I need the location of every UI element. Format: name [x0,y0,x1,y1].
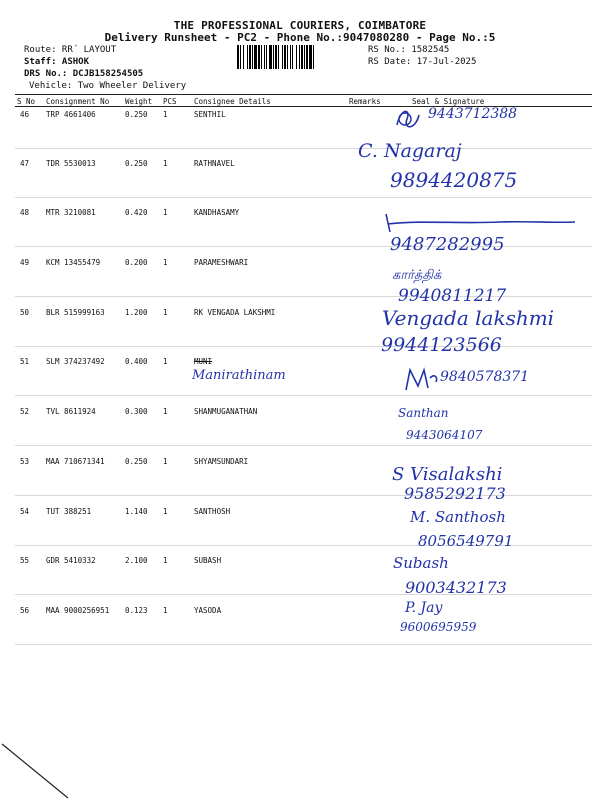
row-weight: 0.250 [125,110,148,119]
row-pcs: 1 [163,308,168,317]
row-pcs: 1 [163,159,168,168]
row-separator [15,197,592,198]
signature-name-53: S Visalakshi [392,464,503,485]
row-sno: 52 [20,407,30,416]
col-consignee: Consignee Details [194,97,271,106]
row-sno: 50 [20,308,30,317]
signature-name-56: P. Jay [405,600,443,616]
row-weight: 0.400 [125,357,148,366]
company-title: THE PROFESSIONAL COURIERS, COIMBATORE [173,19,427,32]
signature-phone-52: 9443064107 [406,428,483,442]
row-consignee: SUBASH [194,556,222,565]
rs-number: RS No.: 1582545 [368,45,450,55]
row-consignee: SANTHOSH [194,507,231,516]
row-sno: 47 [20,159,30,168]
row-consignee: SHYAMSUNDARI [194,457,249,466]
signature-phone-54: 8056549791 [418,532,514,550]
row-sno: 53 [20,457,30,466]
signature-scribble-46 [393,105,423,135]
row-pcs: 1 [163,407,168,416]
row-weight: 0.250 [125,159,148,168]
row-consignee: SENTHIL [194,110,226,119]
route-field: Route: RR´ LAYOUT [24,45,117,55]
signature-name-54: M. Santhosh [410,508,506,526]
row-pcs: 1 [163,457,168,466]
signature-phone-51: 9840578371 [440,369,530,385]
staff-field: Staff: ASHOK [24,57,90,67]
rs-date: RS Date: 17-Jul-2025 [368,57,477,67]
row-weight: 1.200 [125,308,148,317]
col-pcs: PCS [163,97,177,106]
row-separator [15,445,592,446]
row-pcs: 1 [163,556,168,565]
signature-phone-48: 9487282995 [390,234,505,255]
row-separator [15,148,592,149]
signature-phone-55: 9003432173 [405,578,507,597]
row-consignee: PARAMESHWARI [194,258,249,267]
row-sno: 51 [20,357,30,366]
row-separator [15,395,592,396]
signature-phone-50: 9944123566 [381,334,502,356]
runsheet-subtitle: Delivery Runsheet - PC2 - Phone No.:9047080280 - Page No.:5 [104,31,496,44]
signature-scribble-51 [402,364,442,394]
col-consignment: Consignment No [46,97,110,106]
consignee-correction-51: Manirathinam [192,368,286,383]
col-remarks: Remarks [349,97,381,106]
signature-name-49: கார்த்திக் [392,268,442,283]
row-consignment-no: SLM 374237492 [46,357,105,366]
row-weight: 2.100 [125,556,148,565]
row-consignment-no: MTR 3210081 [46,208,96,217]
row-sno: 46 [20,110,30,119]
row-sno: 55 [20,556,30,565]
row-consignment-no: KCM 13455479 [46,258,101,267]
row-consignee: RATHNAVEL [194,159,235,168]
signature-name-52: Santhan [398,406,449,420]
barcode-image [237,45,363,69]
vehicle-field: Vehicle: Two Wheeler Delivery [29,81,187,91]
signature-name-50: Vengada lakshmi [382,306,555,330]
signature-name-55: Subash [393,554,449,572]
signature-phone-47: 9894420875 [390,168,518,192]
row-weight: 0.250 [125,457,148,466]
row-consignment-no: TVL 8611924 [46,407,96,416]
row-consignee: KANDHASAMY [194,208,240,217]
row-consignee: YASODA [194,606,222,615]
row-consignment-no: BLR 515999163 [46,308,105,317]
row-pcs: 1 [163,110,168,119]
signature-name-46: C. Nagaraj [358,140,462,162]
row-consignee: RK VENGADA LAKSHMI [194,308,276,317]
row-separator [15,346,592,347]
row-weight: 0.300 [125,407,148,416]
signature-phone-56: 9600695959 [400,620,477,634]
row-consignment-no: TDR 5530013 [46,159,96,168]
row-weight: 0.123 [125,606,148,615]
row-consignment-no: MAA 9000256951 [46,606,110,615]
row-sno: 56 [20,606,30,615]
col-sno: S No [17,97,36,106]
row-pcs: 1 [163,507,168,516]
row-pcs: 1 [163,208,168,217]
row-weight: 0.200 [125,258,148,267]
table-top-rule [15,94,592,95]
drs-number: DRS No.: DCJB158254505 [24,69,144,79]
row-sno: 48 [20,208,30,217]
col-seal-signature: Seal & Signature [412,97,485,106]
row-separator [15,644,592,645]
row-sno: 54 [20,507,30,516]
signature-phone-46: 9443712388 [428,106,518,122]
signature-phone-49: 9940811217 [398,286,507,306]
row-consignment-no: TRP 4661406 [46,110,96,119]
row-pcs: 1 [163,258,168,267]
row-consignee: SHANMUGANATHAN [194,407,258,416]
row-weight: 1.140 [125,507,148,516]
row-separator [15,246,592,247]
row-consignee: MUNI [194,357,213,366]
row-consignment-no: GDR 5410332 [46,556,96,565]
stray-pen-line [0,740,70,800]
row-consignment-no: MAA 710671341 [46,457,105,466]
row-consignment-no: TUT 388251 [46,507,92,516]
col-weight: Weight [125,97,153,106]
row-pcs: 1 [163,357,168,366]
row-weight: 0.420 [125,208,148,217]
row-sno: 49 [20,258,30,267]
signature-phone-53: 9585292173 [404,484,506,503]
row-pcs: 1 [163,606,168,615]
